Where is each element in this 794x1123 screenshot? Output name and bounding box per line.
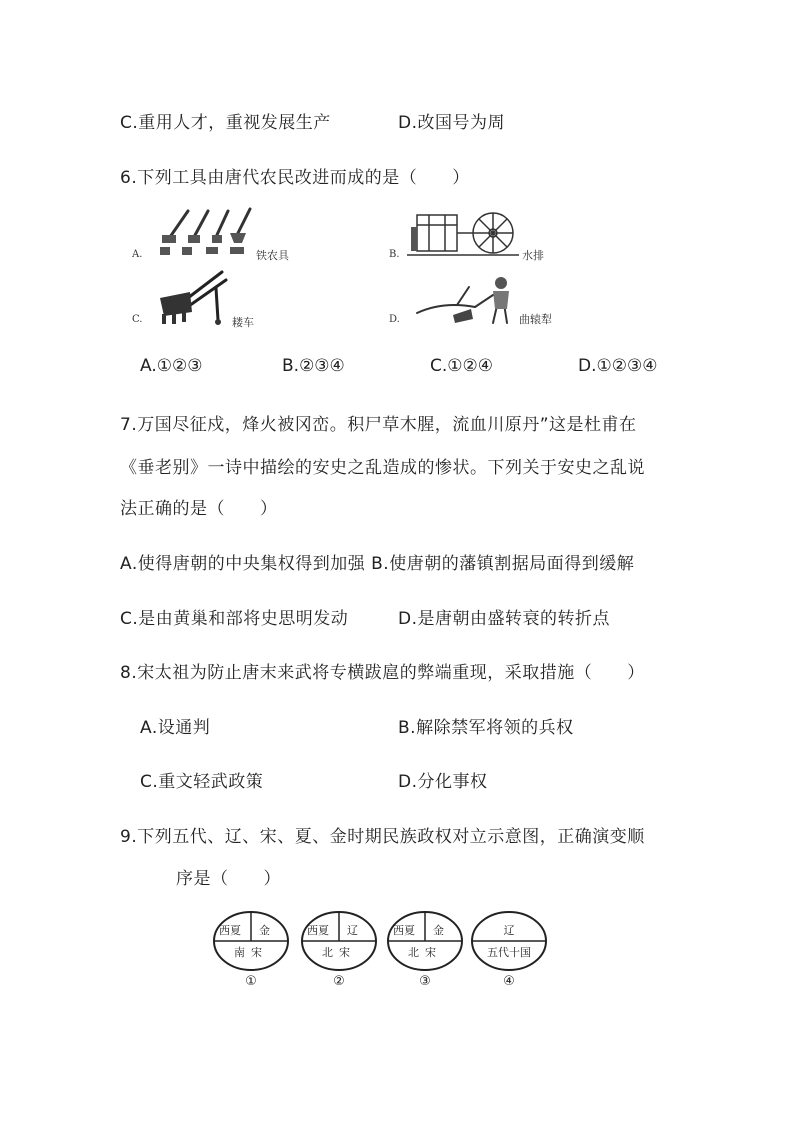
water-bellows-icon — [407, 205, 522, 260]
q5-option-d: D.改国号为周 — [398, 113, 505, 133]
q6-image-a-caption: 铁农具 — [256, 249, 289, 262]
circle-2-bottom: 北宋 — [322, 946, 356, 959]
q6-image-d — [385, 275, 595, 330]
circle-1-top-right: 金 — [259, 924, 270, 937]
curved-plow-icon — [413, 275, 525, 327]
q6-image-d-letter: D. — [389, 314, 400, 325]
circle-1-number: ① — [245, 974, 257, 989]
q7-stem-line3: 法正确的是（ ） — [120, 499, 278, 519]
q6-image-b-caption: 水排 — [522, 249, 544, 262]
q9-stem-line1: 9.下列五代、辽、宋、夏、金时期民族政权对立示意图，正确演变顺 — [120, 827, 645, 847]
circle-4-number: ④ — [503, 974, 515, 989]
q8-option-b: B.解除禁军将领的兵权 — [398, 718, 574, 738]
q7-options-ab: A.使得唐朝的中央集权得到加强 B.使唐朝的藩镇割据局面得到缓解 — [120, 554, 635, 574]
q7-option-c: C.是由黄巢和部将史思明发动 — [120, 609, 349, 629]
circle-4-top: 辽 — [503, 924, 515, 937]
circle-2-top-right: 辽 — [347, 924, 358, 937]
q8-option-d: D.分化事权 — [398, 772, 488, 792]
q5-option-c: C.重用人才，重视发展生产 — [120, 113, 331, 133]
q6-option-c: C.①②④ — [430, 356, 493, 376]
q7-stem-line2: 《垂老别》一诗中描绘的安史之乱造成的惨状。下列关于安史之乱说 — [120, 458, 645, 478]
q9-stem-line2: 序是（ ） — [176, 869, 281, 889]
circle-3-top-right: 金 — [433, 924, 444, 937]
q6-option-d: D.①②③④ — [578, 356, 658, 376]
regime-circle-3 — [388, 912, 462, 989]
q6-image-b — [385, 205, 565, 265]
q6-image-c-letter: C. — [132, 314, 143, 325]
circle-2-number: ② — [333, 974, 345, 989]
q8-option-a: A.设通判 — [140, 718, 211, 738]
regime-circle-4 — [472, 912, 546, 989]
circle-3-number: ③ — [419, 974, 431, 989]
q8-option-c: C.重文轻武政策 — [140, 772, 264, 792]
q6-image-c — [128, 268, 308, 330]
q6-stem: 6.下列工具由唐代农民改进而成的是（ ） — [120, 168, 470, 188]
circle-4-bottom: 五代十国 — [487, 946, 531, 959]
q6-image-d-caption: 曲辕犁 — [519, 313, 552, 326]
regime-diagram — [205, 908, 555, 990]
q6-image-a-letter: A. — [132, 249, 143, 260]
circle-1-top-left: 西夏 — [219, 924, 241, 937]
q6-image-a — [128, 205, 308, 265]
regime-circle-1 — [214, 912, 288, 989]
q7-option-d: D.是唐朝由盛转衰的转折点 — [398, 609, 610, 629]
circle-1-bottom: 南宋 — [234, 946, 268, 959]
regime-circle-2 — [302, 912, 376, 989]
circle-2-top-left: 西夏 — [307, 924, 329, 937]
q6-option-a: A.①②③ — [140, 356, 203, 376]
q6-image-c-caption: 耧车 — [232, 316, 254, 329]
q6-option-b: B.②③④ — [282, 356, 345, 376]
circle-3-top-left: 西夏 — [393, 924, 415, 937]
iron-farm-tools-icon — [150, 205, 260, 260]
circle-3-bottom: 北宋 — [408, 946, 442, 959]
q7-stem-line1: 7.万国尽征戍，烽火被冈峦。积尸草木腥，流血川原丹”这是杜甫在 — [120, 415, 637, 435]
seed-drill-icon — [150, 268, 240, 328]
q6-image-b-letter: B. — [389, 249, 400, 260]
q8-stem: 8.宋太祖为防止唐末来武将专横跋扈的弊端重现，采取措施（ ） — [120, 663, 645, 683]
